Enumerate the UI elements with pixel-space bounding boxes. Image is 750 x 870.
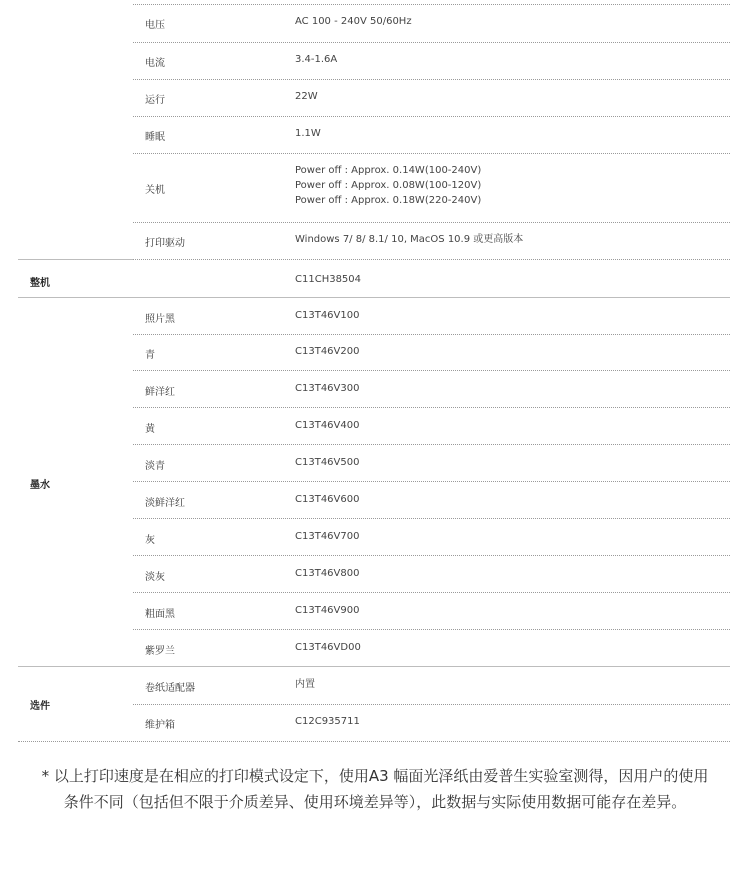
spec-value: Power off : Approx. 0.08W(100-120V)	[295, 180, 482, 191]
spec-value: 22W	[295, 91, 318, 102]
spec-label: 关机	[145, 185, 165, 196]
row-divider	[133, 259, 730, 260]
row-divider	[133, 153, 730, 154]
row-divider	[133, 370, 730, 371]
spec-label: 维护箱	[145, 720, 175, 731]
spec-value: C11CH38504	[295, 274, 362, 285]
spec-value: C13T46V500	[295, 457, 360, 468]
row-divider	[133, 79, 730, 80]
row-divider	[133, 592, 730, 593]
spec-value: C13T46V400	[295, 420, 360, 431]
spec-label: 紫罗兰	[145, 646, 175, 657]
row-divider	[133, 407, 730, 408]
spec-value: C13T46VD00	[295, 642, 361, 653]
spec-value: 内置	[295, 679, 315, 690]
row-divider	[133, 704, 730, 705]
row-divider	[133, 555, 730, 556]
spec-value: Power off : Approx. 0.18W(220-240V)	[295, 195, 482, 206]
spec-label: 睡眠	[145, 132, 165, 143]
row-divider	[133, 444, 730, 445]
spec-value: 1.1W	[295, 128, 321, 139]
spec-label: 电压	[145, 20, 165, 31]
spec-label: 青	[145, 350, 155, 361]
spec-label: 灰	[145, 535, 155, 546]
row-divider	[133, 334, 730, 335]
spec-value: C13T46V900	[295, 605, 360, 616]
row-divider	[133, 222, 730, 223]
spec-value: C13T46V600	[295, 494, 360, 505]
spec-label: 淡灰	[145, 572, 165, 583]
group-label: 墨水	[30, 480, 50, 491]
footnote: * 以上打印速度是在相应的打印模式设定下，使用A3 幅面光泽纸由爱普生实验室测得，因用户的使用条件不同（包括但不限于介质差异、使用环境差异等），此数据与实际使用数据可能存在差异。	[41, 767, 709, 811]
spec-value: Power off : Approx. 0.14W(100-240V)	[295, 165, 482, 176]
spec-value: C13T46V700	[295, 531, 360, 542]
table-bottom-divider	[18, 741, 730, 742]
spec-value: C12C935711	[295, 716, 360, 727]
row-divider	[133, 42, 730, 43]
spec-label: 电流	[145, 58, 165, 69]
group-label: 选件	[30, 701, 50, 712]
spec-value: C13T46V800	[295, 568, 360, 579]
spec-label: 淡鲜洋红	[145, 498, 185, 509]
row-divider	[133, 116, 730, 117]
spec-label: 鲜洋红	[145, 387, 175, 398]
spec-label: 打印驱动	[145, 238, 185, 249]
row-divider	[133, 4, 730, 5]
spec-label: 照片黑	[145, 314, 175, 325]
row-divider	[133, 629, 730, 630]
spec-label: 运行	[145, 95, 165, 106]
spec-value: 3.4-1.6A	[295, 54, 338, 65]
group-label: 整机	[30, 278, 50, 289]
row-divider	[133, 518, 730, 519]
spec-label: 淡青	[145, 461, 165, 472]
spec-value: C13T46V300	[295, 383, 360, 394]
spec-label: 黄	[145, 424, 155, 435]
spec-value: C13T46V100	[295, 310, 360, 321]
group-divider	[18, 259, 133, 260]
spec-label: 卷纸适配器	[145, 683, 195, 694]
row-divider	[133, 481, 730, 482]
spec-value: AC 100 - 240V 50/60Hz	[295, 16, 412, 27]
spec-label: 粗面黑	[145, 609, 175, 620]
group-divider	[18, 666, 730, 667]
spec-value: C13T46V200	[295, 346, 360, 357]
spec-value: Windows 7/ 8/ 8.1/ 10, MacOS 10.9 或更高版本	[295, 234, 524, 245]
group-divider	[18, 297, 730, 298]
